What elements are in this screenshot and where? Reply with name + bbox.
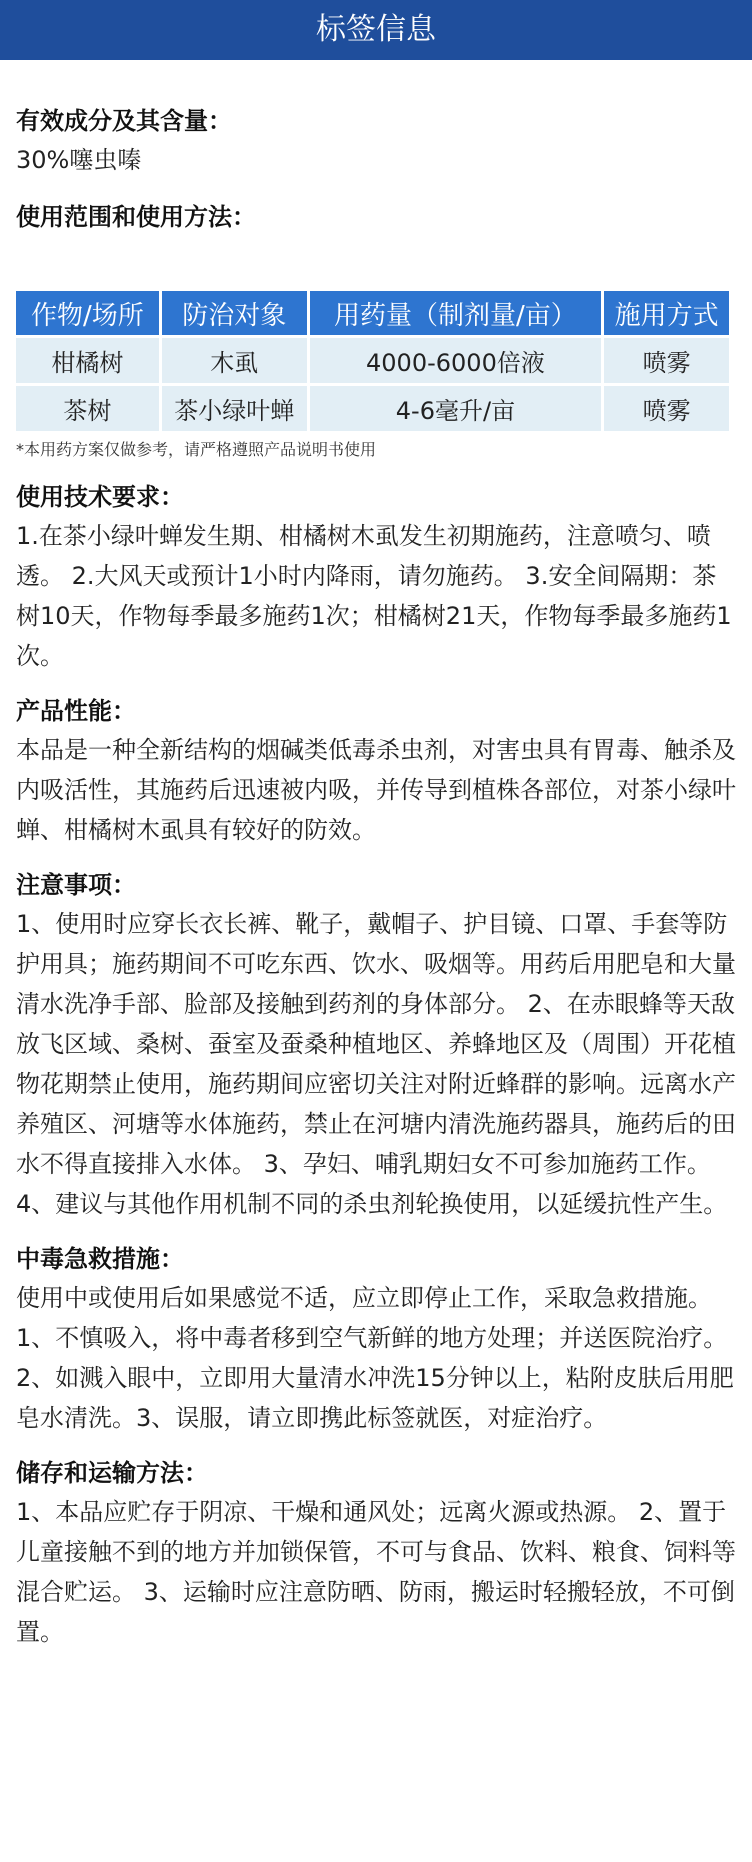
first-aid-title: 中毒急救措施：: [16, 1245, 184, 1273]
technical-section: [16, 480, 736, 676]
cell-target: 木虱: [162, 338, 307, 383]
label-content: [0, 104, 752, 1652]
storage-text: 1、本品应贮存于阴凉、干燥和通风处；远离火源或热源。 2、置于儿童接触不到的地方并加锁保管，不可与食品、饮料、粮食、饲料等混合贮运。 3、运输时应注意防晒、防雨，搬运时轻搬轻放，不可倒置。: [16, 1498, 736, 1646]
usage-note: *本用药方案仅做参考，请严格遵照产品说明书使用: [16, 440, 377, 459]
usage-table: [13, 288, 732, 434]
active-ingredient-value: 30%噻虫嗪: [16, 146, 142, 174]
storage-title: 储存和运输方法：: [16, 1459, 208, 1487]
storage-section: [16, 1456, 736, 1652]
performance-title: 产品性能：: [16, 697, 136, 725]
technical-title: 使用技术要求：: [16, 483, 184, 511]
usage-section: [16, 200, 736, 462]
precautions-text: 1、使用时应穿长衣长裤、靴子，戴帽子、护目镜、口罩、手套等防护用具；施药期间不可吃东西、饮水、吸烟等。用药后用肥皂和大量清水洗净手部、脸部及接触到药剂的身体部分。 2、在赤眼蜂等天敌放飞区域、桑树、蚕室及蚕桑种植地区、养蜂地区及（周围）开花植物花期禁止使用，施药期间应密切关注对附近蜂群的影响。远离水产养殖区、河塘等水体施药，禁止在河塘内清洗施药器具，施药后的田水不得直接排入水体。 3、孕妇、哺乳期妇女不可参加施药工作。 4、建议与其他作用机制不同的杀虫剂轮换使用，以延缓抗性产生。: [16, 910, 736, 1218]
col-header-target: 防治对象: [162, 291, 307, 335]
performance-text: 本品是一种全新结构的烟碱类低毒杀虫剂，对害虫具有胃毒、触杀及内吸活性，其施药后迅速被内吸，并传导到植株各部位，对茶小绿叶蝉、柑橘树木虱具有较好的防效。: [16, 736, 736, 844]
page-header: [0, 0, 752, 60]
cell-method: 喷雾: [604, 338, 729, 383]
usage-title: 使用范围和使用方法：: [16, 203, 256, 231]
col-header-method: 施用方式: [604, 291, 729, 335]
cell-target: 茶小绿叶蝉: [162, 386, 307, 431]
active-ingredient-title: 有效成分及其含量：: [16, 107, 232, 135]
col-header-dosage: 用药量（制剂量/亩）: [310, 291, 602, 335]
usage-table-header-row: [16, 291, 729, 335]
performance-section: [16, 694, 736, 850]
precautions-title: 注意事项：: [16, 871, 136, 899]
table-row: [16, 338, 729, 383]
cell-dosage: 4000-6000倍液: [310, 338, 602, 383]
precautions-section: [16, 868, 736, 1224]
first-aid-text: 使用中或使用后如果感觉不适，应立即停止工作，采取急救措施。 1、不慎吸入，将中毒者移到空气新鲜的地方处理；并送医院治疗。 2、如溅入眼中，立即用大量清水冲洗15分钟以上，粘附皮肤后用肥皂水清洗。3、误服，请立即携此标签就医，对症治疗。: [16, 1284, 734, 1432]
table-row: [16, 386, 729, 431]
cell-dosage: 4-6毫升/亩: [310, 386, 602, 431]
active-ingredient-section: [16, 104, 736, 180]
cell-crop: 茶树: [16, 386, 159, 431]
cell-method: 喷雾: [604, 386, 729, 431]
technical-text: 1.在茶小绿叶蝉发生期、柑橘树木虱发生初期施药，注意喷匀、喷透。 2.大风天或预计1小时内降雨，请勿施药。 3.安全间隔期：茶树10天，作物每季最多施药1次；柑橘树21天，作物每季最多施药1次。: [16, 522, 732, 670]
first-aid-section: [16, 1242, 736, 1438]
cell-crop: 柑橘树: [16, 338, 159, 383]
col-header-crop: 作物/场所: [16, 291, 159, 335]
page-title: 标签信息: [316, 12, 436, 47]
